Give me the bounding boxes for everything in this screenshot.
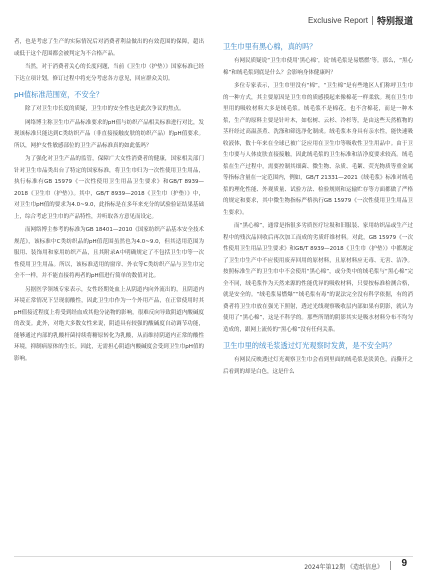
paragraph: 除了对卫生巾长度的质疑，卫生巾的安全性也是此次争议的焦点。 xyxy=(25,106,185,112)
paragraph: 为了强化对卫生产品的监管，保障广大女性消费者的健康，国家相关部门针对卫生巾品类出台了特定的国家标准，将卫生巾归为一次性使用卫生用品，执行标准有GB 15979《一次性使用卫生用品卫生要求》和GB/T 8939—2018《卫生巾（护垫）》。其中，GB/T 8939—2018《卫生巾（护垫）》中，对卫生巾pH值的要求为4.0~9.0，此指标是在多年来充分的试验验证结果基础上，综合考虑卫生巾的产品特性，并听取各方意见而设定。 xyxy=(14,156,204,220)
footer-rule xyxy=(14,556,413,557)
section-heading: 卫生巾里的绒毛浆透过灯光观察时发黄，是不安全吗？ xyxy=(223,341,396,350)
paragraph: 有网民反映透过灯光观察卫生巾会看到里面的绒毛浆是淡黄色，而撕开之后看到的却是白色，这是什么 xyxy=(223,357,413,375)
paragraph: 另据医学领域专家表示，女性经期处血上从阴道内向外流出的，且阴道内环境正常情况下呈现弱酸性，因此卫生巾作为一个外用产品，在正常使用时其pH值接近程度上将受到经血成其他分泌物的影响，很难反向导致阴道内酸碱度的改变。此外，对绝大多数女性来说，阴道具有较强的酸碱度自动调节功能，能够通过内部的乳酸杆菌持续将糖原转化为乳酸，从而维持阴道内正常的酸性环境，抑制病原体的生长。因此，无需担心阴道内酸碱度会受到卫生巾pH值的影响。 xyxy=(14,286,204,362)
section-label-cn: 特别报道 xyxy=(376,17,413,27)
header-divider xyxy=(372,16,373,25)
paragraph: 而“黑心棉”，通常是指很多劣质医疗垃圾和旧服装、家用纺织品或生产过程中的残次品回收后再次加工而成的劣质纤维材料。对此，GB 15979《一次性使用卫生用品卫生要求》和GB/T 8939—2018《卫生巾（护垫）》中都规定了卫生巾生产中不应使用废弃回用的原材料，且原材料应无毒、无害、洁净。按照标准生产的卫生巾中不会使用“黑心棉”，或分类中的绒毛浆与“黑心棉”完全不同，绒毛浆作为天然来源的性能优异的吸收材料，只要按标准检测合格，就是安全的。“绒毛浆易燃爆”“绒毛浆有毒”的说法完全没有科学依据，有的消费者将卫生巾放在强光下照射，透过光线观察吸收层内部如果有阴影，就认为使用了“黑心棉”，这是不科学的。那些所谓的阴影其实是吸水材料分布不均匀造成的，跟网上流传的“黑心棉”没有任何关系。 xyxy=(223,223,413,333)
section-heading: 卫生巾里有黑心棉，真的吗？ xyxy=(223,42,317,51)
page-number: 9 xyxy=(401,558,407,569)
issue-info: 2024年第12期 《造纸信息》 xyxy=(304,564,383,571)
section-label-en: Exclusive Report xyxy=(307,16,368,25)
paragraph: 多位专家表示，卫生巾里没有“棉”，“卫生棉”是有些地区人们称呼卫生巾的一种方式，其主要原因是卫生巾的质感摸起来像棉花一样柔软。现在卫生巾里用的吸收材料大多是绒毛浆。绒毛浆不是棉花，也不含棉花，而是一种木浆，生产的原料主要是针叶木，如松树、云杉、冷杉等，是由这些天然植物的茎秆经过高温蒸煮、洗涤和筛选净化制成。绒毛浆本身具有亲水性，能快速吸收液体，数十年来在全球已被广泛应用在卫生巾等吸收性卫生用品中。由于卫生巾要与人体皮肤直接接触，因此绒毛浆的卫生标准和洁净度要求较高。绒毛浆在生产过程中，需要控制其细菌、微生物、杂质、毛絮、荧光物质等重金属等指标含量在一定范围内，例如，GB/T 21331—2021《绒毛浆》标准对绒毛浆的理化性能、外观质量、试验方法、检验规则和运输贮存等方面都做了严格的规定和要求，其中微生物指标严格执行GB 15979《一次性使用卫生用品卫生要求》。 xyxy=(223,83,413,216)
section-header xyxy=(308,14,413,27)
right-column xyxy=(223,37,413,551)
paragraph: 有网民质疑说“卫生巾使用‘黑心棉’，说‘绒毛浆是易燃燃’等。那么，“黑心棉”和绒毛浆到底是什么？会影响身体健康吗？ xyxy=(223,58,413,76)
footer-divider xyxy=(390,561,391,570)
article-body xyxy=(14,37,413,551)
page-footer xyxy=(0,552,427,579)
paragraph: 当然，对于消费者关心的长度问题，当前《卫生巾（护垫）》国家标准已经下达立项计划，修订过程中将充分考虑各方意见，回应群众关切。 xyxy=(14,64,204,82)
paragraph: 者，也是考虑了生产的实际情况后对消费者利益做出的有效范围的保障，超出或低于这个范围都会被判定为不合格产品。 xyxy=(14,39,204,57)
paragraph: 而网络博主参考的标准为GB 18401—2010《国家纺织产品基本安全技术规范》，该标准中C类纺织品的pH值范围虽然也为4.0~9.0，但其适用范围为服用、装饰用和家用纺织产品，且其附录A中明确规定了不包括卫生巾等一次性使用卫生用品。所以，该标准适用的窗帘、外衣等C类纺织产品与卫生巾完全不一样，并不能直接将两者的pH值进行简单的数值对比。 xyxy=(14,227,204,279)
left-column xyxy=(14,37,204,551)
section-heading: pH值标准范围宽，不安全？ xyxy=(14,90,104,99)
paragraph: 网络博主称卫生巾产品标准要求的pH值与纺织产品相关标准进行对比，发现该标准只能达到C类纺织产品（非直接接触皮肤的纺织产品）的pH值要求。所以，网护女性敏感部位的卫生产品标准真的如此低吗？ xyxy=(14,119,204,149)
